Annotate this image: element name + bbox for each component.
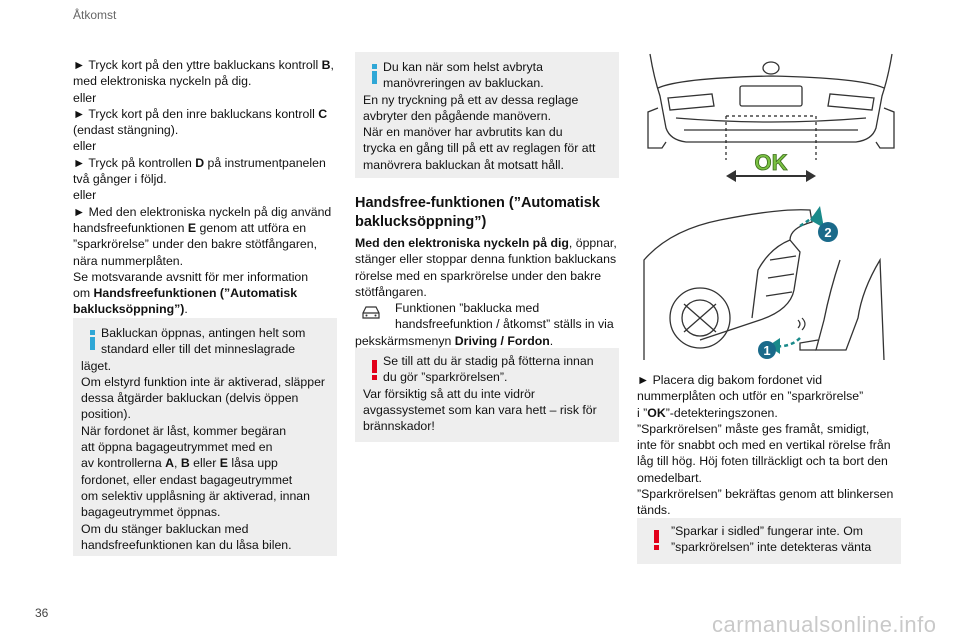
warning-note-footing: Se till att du är stadig på fötterna innan du gör ”sparkrörelsen”. Var försiktig så att du inte vidrör avgassystemet som kan vara hett – risk för brännskador!: [355, 348, 619, 442]
section-header: Åtkomst: [73, 8, 117, 22]
car-settings-icon: [360, 304, 382, 320]
page-number: 36: [35, 606, 49, 620]
kick-gesture-illustration: [640, 200, 902, 360]
section-title-handsfree: Handsfree-funktionen (”Automatisk baklucksöppning”): [355, 195, 600, 230]
handsfree-description: Med den elektroniska nyckeln på dig, öppnar, stänger eller stoppar denna funktion bakluckans rörelse med en sparkrörelse under den bakre stötfångaren. Funktionen ”baklucka med handsfreefunktion / åtkomst” ställs in via pekskärmsmenyn Driving / Fordon.: [355, 236, 617, 348]
step-1-label: 1: [763, 343, 771, 358]
column-1-text: ► Tryck kort på den yttre bakluckans kontroll B, med elektroniska nyckeln på dig. eller ► Tryck kort på den inre bakluckans kontroll C (endast stängning). eller ► Tryck på kontrollen D på instrumentpanelen två gånger i följd. eller ► Med den elektroniska nyckeln på dig använd handsfreefunktionen E genom att utföra en ”sparkrörelse” under den bakre stötfångaren, nära nummerplåten. Se motsvarande avsnitt för mer information om Handsfreefunktionen (”Automatisk baklucksöppning”).: [73, 58, 334, 317]
ok-zone-label: OK: [754, 150, 788, 175]
step-2-label: 2: [824, 225, 832, 240]
info-note-interrupt: Du kan när som helst avbryta manövreringen av bakluckan. En ny tryckning på ett av dessa reglage avbryter den pågående manövern. När en manöver har avbrutits kan du trycka en gång till på ett av reglagen för att manövrera bakluckan åt motsatt håll.: [355, 52, 619, 178]
info-note-tailgate-open: Bakluckan öppnas, antingen helt som standard eller till det minneslagrade läget. Om elstyrd funktion inte är aktiverad, släpper dessa åtgärder bakluckan (delvis öppen position). När fordonet är låst, kommer begäran att öppna bagageutrymmet med en av kontrollerna A, B eller E låsa upp fordonet, eller endast bagageutrymmet om selektiv upplåsning är aktiverad, innan bagageutrymmet öppnas. Om du stänger bakluckan med handsfreefunktionen kan du låsa bilen.: [73, 318, 337, 556]
column-3-text: ► Placera dig bakom fordonet vid nummerplåten och utför en ”sparkrörelse” i ”OK”-detekteringszonen. ”Sparkrörelsen” måste ges framåt, smidigt, inte för snabbt och med en vertikal rörelse från låg till hög. Höj foten tillräckligt och ta bort den omedelbart. ”Sparkrörelsen” bekräftas genom att blinkersen tänds.: [637, 373, 894, 518]
warning-note-sideways-kick: ”Sparkar i sidled” fungerar inte. Om ”sparkrörelsen” inte detekteras vänta: [637, 518, 901, 564]
rear-car-ok-zone-illustration: [640, 48, 902, 188]
watermark: carmanualsonline.info: [712, 612, 937, 637]
